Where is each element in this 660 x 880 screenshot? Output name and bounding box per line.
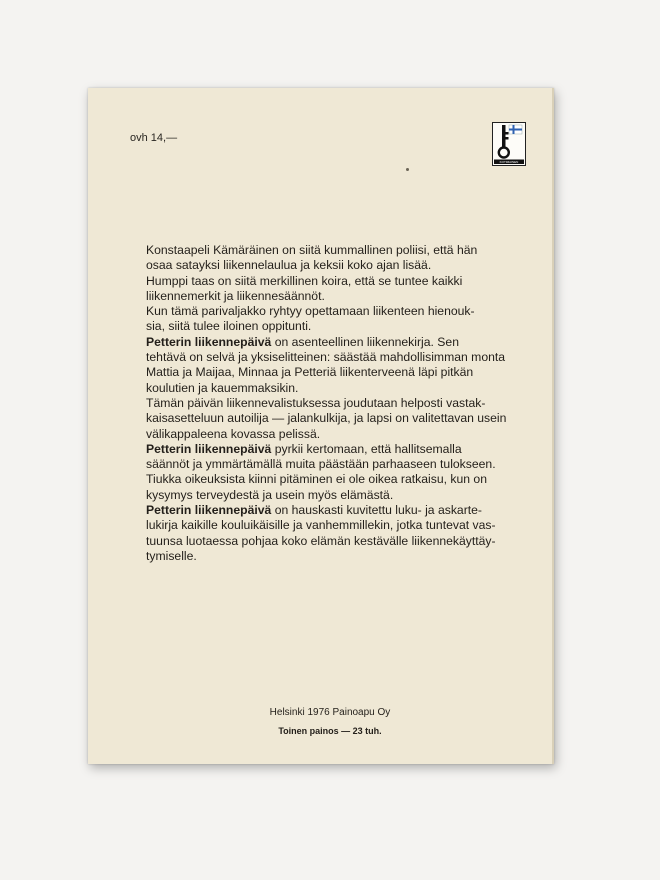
text-line: [146, 335, 510, 350]
book-title: Petterin liikennepäivä: [146, 503, 272, 518]
text-line: välikappaleena kovassa pelissä.: [146, 426, 321, 441]
text-line: Tämän päivän liikennevalistuksessa joudutaan helposti vastak-: [146, 395, 486, 410]
blurb: [146, 243, 510, 564]
finnish-key-mark-icon: [492, 122, 526, 166]
text-line: Mattia ja Maijaa, Minnaa ja Petteriä liikenterveenä läpi pitkän: [146, 365, 474, 380]
text-line: Konstaapeli Kämäräinen on siitä kummallinen poliisi, että hän: [146, 243, 478, 257]
book-title: Petterin liikennepäivä: [146, 441, 272, 456]
paragraph-3: [146, 304, 510, 335]
text-line: koulutien ja kauemmaksikin.: [146, 380, 299, 395]
text-line: tuunsa luotaessa pohjaa koko elämän kestävälle liikennekäyttäy-: [146, 533, 496, 548]
text-fragment: on hauskasti kuvitettu luku- ja askarte-: [271, 503, 482, 518]
paragraph-6: [146, 442, 510, 503]
text-line: Kun tämä parivaljakko ryhtyy opettamaan liikenteen hienouk-: [146, 304, 475, 319]
paragraph-2: [146, 274, 510, 305]
text-line: lukirja kaikille kouluikäisille ja vanhemmillekin, jotka tuntevat vas-: [146, 518, 496, 533]
text-line: Humppi taas on siitä merkillinen koira, että se tuntee kaikki: [146, 273, 463, 288]
text-line: [146, 503, 510, 518]
paragraph-5: [146, 396, 510, 442]
print-speck: [406, 168, 409, 171]
paragraph-7: [146, 503, 510, 564]
text-line: kaisasetteluun autoilija — jalankulkija, ja lapsi on valitettavan usein: [146, 411, 507, 426]
price-label: ovh 14,—: [130, 132, 178, 144]
text-line: [146, 442, 510, 457]
text-line: tymiselle.: [146, 548, 197, 563]
book-title: Petterin liikennepäivä: [146, 334, 272, 349]
edition-line: Toinen painos — 23 tuh.: [278, 726, 382, 736]
paragraph-1: [146, 243, 510, 274]
text-fragment: pyrkii kertomaan, että hallitsemalla: [271, 441, 462, 456]
text-line: sia, siitä tulee iloinen oppitunti.: [146, 319, 312, 334]
text-line: liikennemerkit ja liikennesäännöt.: [146, 288, 325, 303]
publisher-line: Helsinki 1976 Painoapu Oy: [269, 707, 391, 718]
logo-text: KOTIMAINEN: [499, 160, 519, 164]
text-line: kysymys terveydestä ja usein myös elämästä.: [146, 487, 394, 502]
text-line: tehtävä on selvä ja yksiselitteinen: säästää mahdollisimman monta: [146, 350, 506, 365]
text-line: osaa satayksi liikennelaulua ja keksii koko ajan lisää.: [146, 258, 432, 273]
text-fragment: on asenteellinen liikennekirja. Sen: [271, 334, 459, 349]
key-logo-graphic: [492, 122, 526, 166]
text-line: säännöt ja ymmärtämällä muita päästään parhaaseen tulokseen.: [146, 457, 496, 472]
paragraph-4: [146, 335, 510, 396]
text-line: Tiukka oikeuksista kiinni pitäminen ei ole oikea ratkaisu, kun on: [146, 472, 487, 487]
